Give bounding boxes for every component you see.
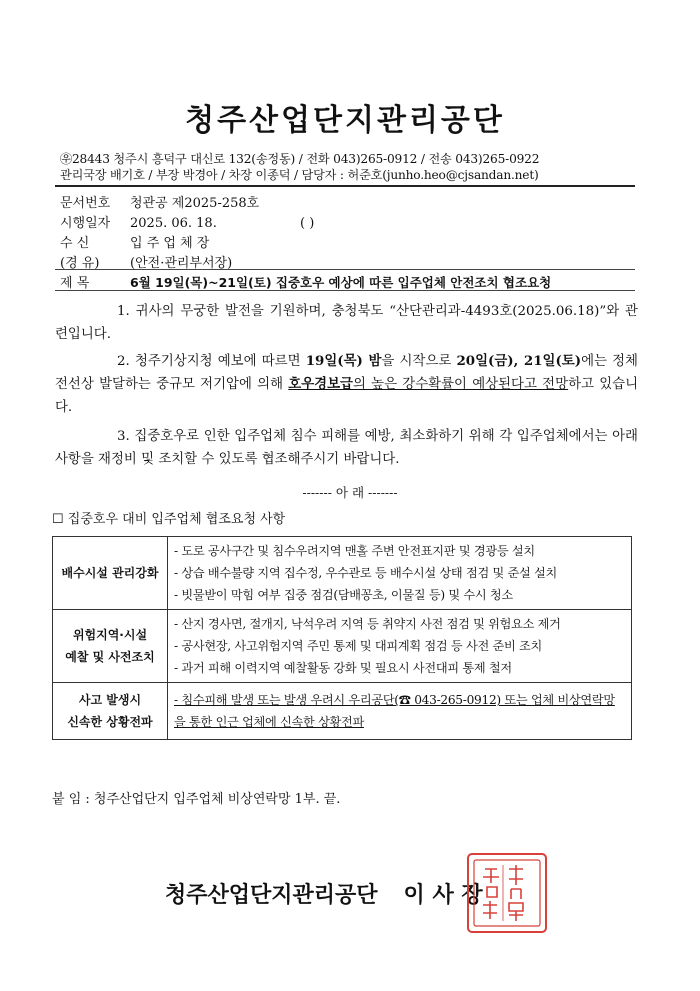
doc-number-label: 문서번호 <box>60 196 111 211</box>
recipient-row <box>60 232 209 251</box>
list-item: - 산지 경사면, 절개지, 낙석우려 지역 등 취약지 사전 점검 및 위험요소 제거 <box>174 617 561 631</box>
list-item: - 침수피해 발생 또는 발생 우려시 우리공단(☎ 043-265-0912) 또는 업체 비상연락망을 통한 인근 업체에 신속한 상황전파 <box>174 693 615 729</box>
via-label: (경 유) <box>60 256 100 271</box>
forecast-statement: 의 높은 강수확률이 예상된다고 전망 <box>352 377 569 392</box>
subject-row <box>60 272 551 291</box>
forecast-start: 19일(목) 밤 <box>305 353 382 369</box>
subject-bottom-rule <box>55 290 635 291</box>
issue-date: 2025. 06. 18. <box>130 216 217 231</box>
header-top-rule <box>55 185 635 187</box>
paragraph-2-text: 2. 청주기상지청 예보에 따르면 <box>117 354 306 369</box>
list-item: - 상습 배수불량 지역 집수정, 우수관로 등 배수시설 상태 점검 및 준설 설치 <box>174 566 558 580</box>
below-separator: ------- 아 래 ------- <box>302 485 398 500</box>
list-item: - 도로 공사구간 및 침수우려지역 맨홀 주변 안전표지판 및 경광등 설치 <box>174 544 535 558</box>
paragraph-3: 3. 집중호우로 인한 입주업체 침수 피해를 예방, 최소화하기 위해 각 입주업체에서는 아래 사항을 재정비 및 조치할 수 있도록 협조해주시기 바랍니다. <box>55 429 638 467</box>
staff-line: 관리국장 배기호 / 부장 박경아 / 차장 이종덕 / 담당자 : 허준호(junho.heo@cjsandan.net) <box>60 168 539 182</box>
recipient: 입 주 업 체 장 <box>130 236 210 251</box>
recipient-label: 수 신 <box>60 236 90 251</box>
subject: 6월 19일(목)~21일(토) 집중호우 예상에 따른 입주업체 안전조치 협조요청 <box>130 275 552 290</box>
category-cell: 사고 발생시 신속한 상황전파 <box>53 683 168 740</box>
date-paren: ( ) <box>300 216 315 231</box>
items-cell <box>168 610 632 683</box>
date-row <box>60 212 314 231</box>
items-cell <box>168 537 632 610</box>
signer <box>165 878 483 909</box>
table-row <box>53 610 632 683</box>
list-item: - 과거 피해 이력지역 예찰활동 강화 및 필요시 사전대피 통제 철저 <box>174 661 512 675</box>
paragraph-2-text: 에는 정체전선상 발달하는 중규모 저기압에 의해 <box>55 354 638 392</box>
doc-number-row <box>60 192 259 211</box>
signer-title: 이 사 장 <box>403 883 483 908</box>
section-title: ☐ 집중호우 대비 입주업체 협조요청 사항 <box>52 512 286 527</box>
list-item: - 빗물받이 막힘 여부 집중 점검(담배꽁초, 이물질 등) 및 수시 청소 <box>174 588 513 602</box>
address-line: ㉾28443 청주시 흥덕구 대신로 132(송정동) / 전화 043)265-0912 / 전송 043)265-0922 <box>60 152 540 166</box>
category-cell: 배수시설 관리강화 <box>53 537 168 610</box>
forecast-days: 20일(금), 21일(토) <box>456 353 582 369</box>
request-table <box>52 536 632 740</box>
warning-level: 호우경보급 <box>288 376 353 392</box>
items-cell <box>168 683 632 740</box>
table-row <box>53 683 632 740</box>
date-label: 시행일자 <box>60 216 111 231</box>
table-row <box>53 537 632 610</box>
organization-title: 청주산업단지관리공단 <box>185 103 505 138</box>
paragraph-2 <box>55 350 638 419</box>
subject-label: 제 목 <box>60 276 90 291</box>
doc-number: 청관공 제2025-258호 <box>130 196 260 211</box>
paragraph-2-text: 하고 있습니다. <box>55 377 639 415</box>
list-item: - 공사현장, 사고위험지역 주민 통제 및 대피계획 점검 등 사전 준비 조치 <box>174 639 542 653</box>
category-cell: 위험지역·시설 예찰 및 사전조치 <box>53 610 168 683</box>
subject-top-rule <box>55 269 635 270</box>
official-seal-icon <box>465 851 549 935</box>
attachment-line: 붙 임 : 청주산업단지 입주업체 비상연락망 1부. 끝. <box>52 792 341 807</box>
signer-organization: 청주산업단지관리공단 <box>165 883 378 908</box>
via: (안전·관리부서장) <box>130 256 233 271</box>
paragraph-2-text: 을 시작으로 <box>381 354 457 369</box>
paragraph-1: 1. 귀사의 무궁한 발전을 기원하며, 충청북도 “산단관리과-4493호(2025.06.18)”와 관련입니다. <box>55 304 638 342</box>
